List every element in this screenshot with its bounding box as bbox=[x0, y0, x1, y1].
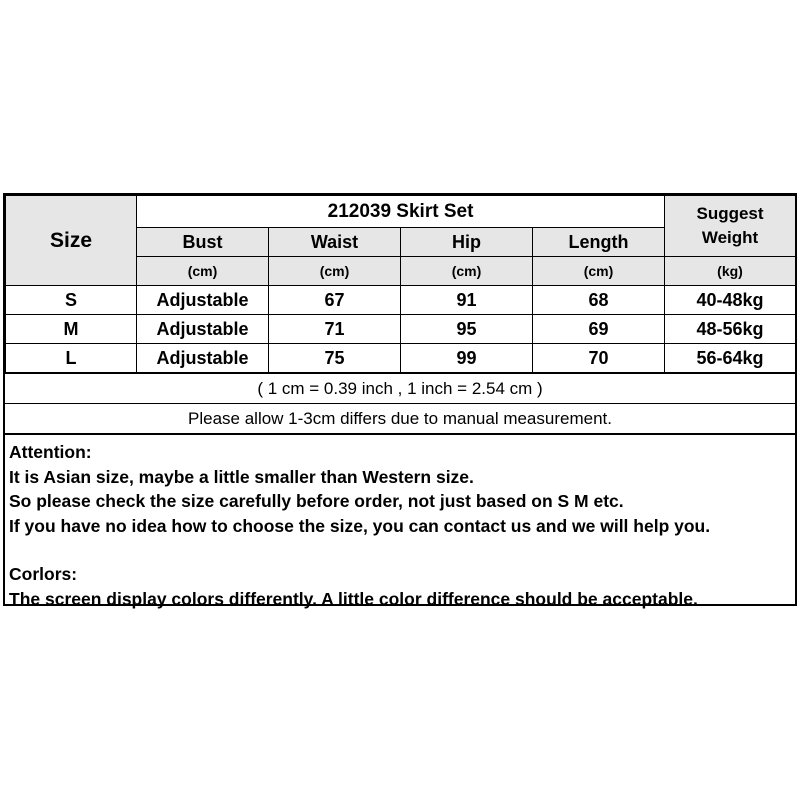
unit-weight: (kg) bbox=[665, 257, 796, 286]
conversion-note: ( 1 cm = 0.39 inch , 1 inch = 2.54 cm ) bbox=[5, 373, 795, 403]
unit-hip: (cm) bbox=[401, 257, 533, 286]
weight-header bbox=[665, 196, 796, 257]
column-header-bust: Bust bbox=[137, 228, 269, 257]
attention-section bbox=[5, 433, 795, 611]
row-hip: 95 bbox=[401, 315, 533, 344]
row-waist: 67 bbox=[269, 286, 401, 315]
row-hip: 99 bbox=[401, 344, 533, 373]
allowance-note: Please allow 1-3cm differs due to manual measurement. bbox=[5, 403, 795, 433]
column-header-waist: Waist bbox=[269, 228, 401, 257]
weight-header-line2: Weight bbox=[701, 228, 759, 247]
column-header-hip: Hip bbox=[401, 228, 533, 257]
size-chart bbox=[3, 193, 797, 609]
row-length: 70 bbox=[533, 344, 665, 373]
attention-line: If you have no idea how to choose the size, you can contact us and we will help you. bbox=[9, 515, 711, 536]
unit-bust: (cm) bbox=[137, 257, 269, 286]
colors-line: The screen display colors differently. A little color difference should be acceptable. bbox=[9, 588, 698, 609]
row-size: L bbox=[6, 344, 137, 373]
row-weight: 48-56kg bbox=[665, 315, 796, 344]
section-gap bbox=[9, 538, 795, 562]
row-hip: 91 bbox=[401, 286, 533, 315]
table-row bbox=[6, 286, 796, 315]
row-waist: 75 bbox=[269, 344, 401, 373]
unit-waist: (cm) bbox=[269, 257, 401, 286]
attention-title: Attention: bbox=[9, 442, 92, 462]
row-size: S bbox=[6, 286, 137, 315]
size-table bbox=[5, 195, 796, 373]
table-row bbox=[6, 344, 796, 373]
row-weight: 40-48kg bbox=[665, 286, 796, 315]
row-length: 68 bbox=[533, 286, 665, 315]
product-title: 212039 Skirt Set bbox=[137, 196, 665, 228]
attention-line: It is Asian size, maybe a little smaller than Western size. bbox=[9, 466, 474, 487]
row-bust: Adjustable bbox=[137, 286, 269, 315]
attention-line: So please check the size carefully before order, not just based on S M etc. bbox=[9, 491, 624, 511]
row-weight: 56-64kg bbox=[665, 344, 796, 373]
table-row bbox=[6, 315, 796, 344]
row-length: 69 bbox=[533, 315, 665, 344]
row-bust: Adjustable bbox=[137, 315, 269, 344]
column-header-length: Length bbox=[533, 228, 665, 257]
row-size: M bbox=[6, 315, 137, 344]
unit-length: (cm) bbox=[533, 257, 665, 286]
row-waist: 71 bbox=[269, 315, 401, 344]
size-header: Size bbox=[6, 196, 137, 286]
colors-title: Corlors: bbox=[9, 564, 78, 584]
row-bust: Adjustable bbox=[137, 344, 269, 373]
weight-header-line1: Suggest bbox=[696, 204, 764, 223]
